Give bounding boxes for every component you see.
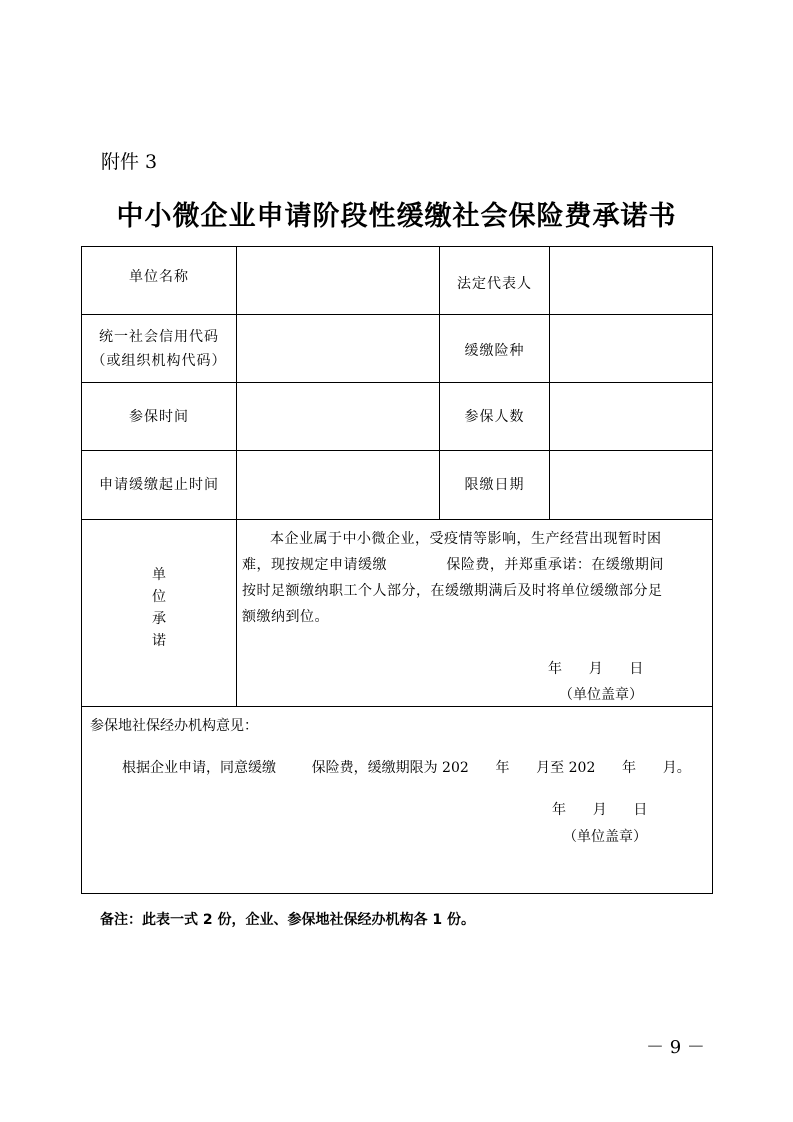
deferral-type-label: 缓缴险种 [464, 342, 525, 359]
insured-count-label: 参保人数 [464, 408, 525, 425]
attachment-label: 附件 3 [101, 151, 158, 173]
approval-heading: 参保地社保经办机构意见： [90, 718, 258, 734]
approval-date: 年 月 日 [552, 802, 648, 818]
deferral-period-field[interactable] [237, 451, 439, 519]
deferral-period-label: 申请缓缴起止时间 [99, 477, 219, 493]
legal-rep-field[interactable] [550, 247, 712, 314]
legal-rep-label: 法定代表人 [457, 275, 532, 292]
unit-name-field[interactable] [237, 247, 439, 314]
document-title: 中小微企业申请阶段性缓缴社会保险费承诺书 [116, 201, 677, 232]
commitment-label: 单 位 承 诺 [152, 567, 166, 649]
footnote: 备注：此表一式 2 份，企业、参保地社保经办机构各 1 份。 [100, 912, 475, 928]
row-divider [82, 706, 712, 707]
commitment-text [242, 526, 708, 630]
commitment-line: 按时足额缴纳职工个人部分，在缓缴期满后及时将单位缓缴部分足 [242, 583, 663, 599]
page-number: － 9 － [646, 1037, 705, 1058]
credit-code-field[interactable] [237, 315, 439, 382]
insured-count-field[interactable] [550, 383, 712, 450]
commitment-date: 年 月 日 [548, 661, 644, 677]
commitment-line: 难，现按规定申请缓缴 保险费，并郑重承诺：在缓缴期间 [242, 557, 664, 573]
payment-deadline-field[interactable] [550, 451, 712, 519]
deferral-type-field[interactable] [550, 315, 712, 382]
approval-seal: （单位盖章） [563, 829, 647, 845]
payment-deadline-label: 限缴日期 [464, 477, 525, 493]
commitment-line: 额缴纳到位。 [242, 609, 329, 625]
commitment-form [81, 246, 713, 894]
insured-time-label: 参保时间 [129, 408, 189, 425]
unit-name-label: 单位名称 [129, 268, 189, 285]
commitment-line: 本企业属于中小微企业，受疫情等影响，生产经营出现暂时困 [270, 531, 662, 547]
commitment-seal: （单位盖章） [559, 687, 643, 703]
credit-code-label: 统一社会信用代码 （或组织机构代码） [91, 328, 227, 369]
approval-body: 根据企业申请，同意缓缴 保险费，缓缴期限为 202 年 月至 202 年 月。 [122, 760, 691, 776]
insured-time-field[interactable] [237, 383, 439, 450]
